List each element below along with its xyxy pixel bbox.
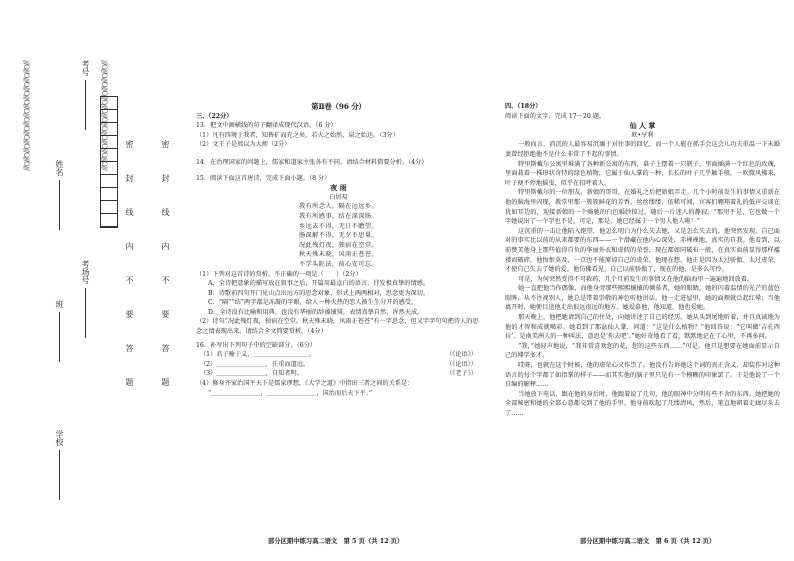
poem-line: 我有所感事，结在深深肠。 [298,212,379,220]
poem-line: 秋天殊未晓，风雨正苍苍。 [298,251,379,259]
question-13: 13．把文中画横线的句子翻译成现代汉语。（6 分） [196,122,337,130]
poem-title: 夜 雨 [330,183,347,193]
story-author: 欧•亨利 [631,131,654,139]
question-16-4-blank: “＿＿＿＿＿＿＿＿，＿＿＿＿＿＿＿＿，国治而后天下平。” [208,389,373,397]
poem-line: 我有所念人，隔在远远乡。 [298,203,379,211]
story-paragraph: 那天晚上，他把她请到自己的住处，向她讲述了自己的经历。她从头到尾地听着，并且真诚地为他的才智和成就喝彩。她看到了那盆仙人掌，问道：“这是什么植物？”他回答说：“它叫做‘吉孔西拉’，是南美洲人的一种叫法，意思是‘你去吧’。”她好奇地看了看，默默地记在了心里，不再多问。 [505,314,780,341]
poem-line: 况此残灯夜，独宿在空堂。 [298,241,379,249]
seal-text-right: 密封线内不要答题 [161,140,170,412]
option-a: A．全诗把意象的描写放在叙事之后，开篇用最直白的语言，抒发极真挚的情感。 [208,280,430,288]
reading-instruction: 阅读下面的文字，完成 17～20 题。 [505,112,606,120]
question-15: 15．阅读下面这首唐诗，完成下面小题。（8 分） [196,174,331,182]
story-paragraph: 一般而言，消沉的人最容易沉湎于对往事的回忆，而一个人能在抓手会这会儿功夫重温一下未婚妻曾经拒绝他不是什么非常了不起的事情。 [505,141,780,158]
seal-slash-right: ///O///O///O///O///O///O///O///O///O///O///O///O/// [100,60,108,170]
story-paragraph: 特里斯戴尔的一位朋友，新娘的哥哥，在婚礼之后把新娘弄走。几个小时前发生的事情又重新在他的脑海里闪现，教堂里那一簇簇鲜花的芳香，丝丝缕缕，依稀可闻，宾客们翱翔着礼的低声交谈在犹如耳边的，迎接新娘的一个骑驰的白色婚纱掠过，随后一片迷人的静寂。“那里不是，它也做一个字她说出了一个字也不是。可是，那是，她已经属于一个男人他人啦！” [505,189,780,226]
seal-slash-left: ///O///O///O///O///O///O///O///O///O///O///O///O/// [22,60,30,170]
question-16-4: （4）修身齐家治国平天下是儒家理想，《大学之道》中指出三者之间的关系是： [196,380,414,388]
field-name: 姓名 [54,160,65,230]
story-paragraph: 当她放下电话，跟在他的身后时，他跟着说了几句，他的眼神中分明有些不舍的东西。她把她的全部秘密和她的全部心意都交到了他的手里。他身前吹起了几缕清风，然后，笔直地朝着走廊尽头去了…… [505,390,780,417]
question-15-2: （2）诗句“况此残灯夜，独宿在空堂。秋天殊未晓，风雨正苍苍”有一字思念，但又字字句句把诗人的思念之情表现出来。请结合全文简要赏析。（4分） [196,318,479,336]
question-14: 14．在治理国家的问题上，儒家和道家主张各有不同，请结合材料简要分析。（4分） [196,158,428,166]
field-exam-room: 考场号 [80,260,91,338]
question-15-1: （1）下列对这首诗的赏析，不正确的一项是（ ）（2分） [196,270,362,278]
story-paragraph: 哎呀，也就在这个时候，他的虚荣心又作祟了。他没有告诉她这个词的真正含义，却装作对这种语言的每个字都了如指掌的样子——而其实他的脑子里只是有一个模糊的印象罢了。于是他说了一个自编的解释…… [505,362,780,389]
seal-text-left: 密封线内不要答题 [125,140,134,412]
field-exam-number: 考号 [80,60,91,130]
fill-blank-row: （2）＿＿＿＿＿＿＿＿，任重而道远。 （《论语》） [200,360,477,368]
story-paragraph: 她一直把他当作偶像，而他身旁那些熙熙攘攘的倾慕者，她的眼睛，她的闪着温情的光芒的蓝色眼眸，从不注视别人，她总是带着崇敬的神色听他讲话。他一走进屋里，她的面颊就泛起红晕；当他离开时，她便目送他走出很远很远的地方。她爱慕他，他知道，他也爱她。 [505,285,780,312]
fill-blank-row: （3）＿＿＿＿＿＿＿＿，自知者明。 （《老子》） [200,370,477,378]
section-title: 第Ⅱ卷（96 分） [311,102,366,111]
poem-line: 乡远去不得，无日不瞻望。 [298,222,379,230]
field-class: 班 [54,300,65,362]
poem-author: 白居易 [329,193,348,201]
fill-blank-row: （1）君子喻于义，＿＿＿＿＿＿＿＿＿。 （《论语》） [200,351,477,359]
question-16: 16．补写出下列句子中的空缺部分。（6分） [196,341,317,349]
left-page [196,102,481,398]
option-b: B．诗歌前四句开门见山点出远方的思念对象，形式上两两相对，思念更为深切。 [208,289,430,297]
exam-number-grid [100,96,118,228]
story-paragraph: 这沉重的一击让他陷入绝望，他怎么明白为什么失去她，又是怎么失去的。他突然发现，自己面对的事实比以前的从来都要的东西——一个潜藏在他内心深处，赤裸裸地，真实的自我。他看到，以前赞美他身上那些值得自负的华丽外衣和虚假的荣誉，现在都如同破布一般，在真实面前显得那样褴褛而破碎，他悔恨莫及，一点也不能原谅自己的虚荣，他现在想，他正是因为太过骄傲、太过虚荣，才使自己失去了她的爱。他仿佛看见，自己以前骄傲了，现在的他，是多么可怜。 [505,227,780,274]
story-title: 仙 人 掌 [629,121,656,131]
question-13-1: （1）凡有四境于我者，知皆扩而充之矣，若火之始然，泉之始达。（3分） [196,131,399,139]
right-footer: 部分区期中练习高二语文 第 6 页（共 12 页） [580,538,716,545]
story-paragraph: “我，”她轻声地说，“我非常喜欢您的花，您的这些东西……”可是，他只是想要在她面前显示自己的博学多才。 [505,342,780,360]
story-paragraph: 特里斯戴尔公寓里堆满了各种新公寓的东西，桌子上摆着一只瓶子，里面插满一个红色的玫瑰，里面栽着一株形状奇特的绿色植物，它属于仙人掌的一种，长长的叶子几乎触手般，一吹微风拂来，叶子便不停地摇曳，似乎在招呼着人。 [505,160,780,187]
right-page [505,102,780,419]
question-13-2: （2）文王子是周以为大师（2分） [196,141,291,149]
poem-line: 肠深解不得，无夕不思量。 [298,232,379,240]
story-paragraph: 可是，为何突然变得不可救药，几个月前发生的事情又在他的脑海里一遍遍地回放着。 [518,275,754,283]
field-school: 学校 [54,430,65,500]
option-d: D．全诗没有比喻和用典，也没有华丽的辞藻铺排，表情真挚自然，浑然天成。 [208,308,424,316]
left-footer: 部分区期中练习高二语文 第 5 页（共 12 页） [268,538,404,545]
section-4-heading: 四、（18分） [505,103,542,110]
option-c: C．“隔”“结”两字都是冻凝的字眼，给人一种火热的恋人被生生分开的感受。 [208,299,418,307]
section-3-heading: 三、（22分） [196,112,233,120]
poem-line: 不学头陀法，前心安可忘。 [298,260,379,268]
